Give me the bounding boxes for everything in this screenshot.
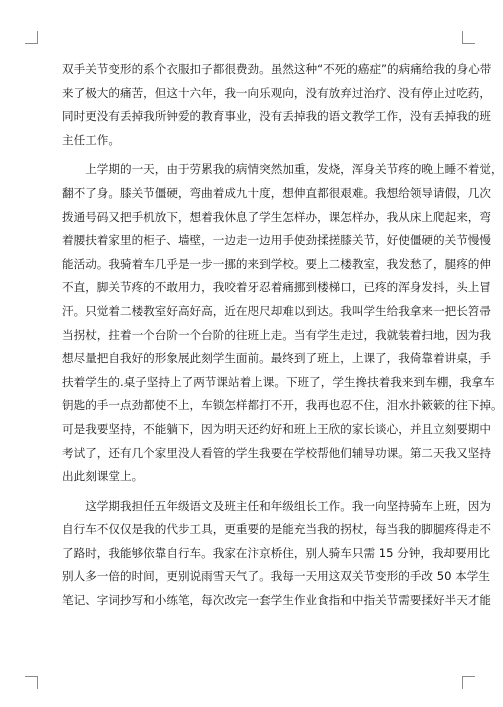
text-line: 想尽量把自我好的形象展此刻学生面前。最终到了班上，上课了，我倚靠着讲桌，手 (62, 351, 491, 366)
text-line: 可是我要坚持，不能躺下，因为明天还约好和班上王欣的家长谈心，并且立刻要期中 (62, 421, 491, 436)
text-line: 扶着学生的.桌子坚持上了两节课站着上课。下班了，学生搀扶着我来到车棚，我拿车 (62, 374, 495, 389)
text-line: 拨通号码又把手机放下，想着我休息了学生怎样办，课怎样办，我从床上爬起来，弯 (62, 209, 491, 224)
paragraph (62, 158, 503, 488)
text-line: 能活动。我骑着车几乎是一步一挪的来到学校。要上二楼教室，我发愁了，腿疼的伸 (62, 256, 491, 271)
text-line: 考试了，还有几个家里没人看管的学生我要在学校帮他们辅导功课。第二天我又坚持 (62, 445, 491, 460)
text-line: 主任工作。 (62, 132, 120, 147)
crop-mark-bottom-left (25, 676, 38, 689)
text-line: 别人多一倍的时间，更别说雨雪天气了。我每一天用这双关节变形的手改 50 本学生 (62, 569, 490, 584)
paragraph (62, 495, 491, 613)
text-line: 这学期我担任五年级语文及班主任和年级组长工作。我一向坚持骑车上班，因为 (85, 498, 491, 513)
crop-mark-top-left (25, 31, 38, 44)
text-line: 钥匙的手一点劲都使不上，车锁怎样都打不开，我再也忍不住，泪水扑簌簌的往下掉。 (62, 398, 503, 413)
text-line: 同时更没有丢掉我所钟爱的教育事业，没有丢掉我的语文教学工作，没有丢掉我的班 (62, 109, 491, 124)
paragraph (62, 58, 492, 152)
text-line: 了路时，我能够依靠自行车。我家在汴京桥住，别人骑车只需 15 分钟，我却要用比 (62, 545, 490, 560)
text-line: 自行车不仅仅是我的代步工具，更重要的是能充当我的拐杖，每当我的脚腿疼得走不 (62, 522, 491, 537)
text-line: 不直，脚关节疼的不敢用力，我咬着牙忍着痛挪到楼梯口，已疼的浑身发抖，头上冒 (62, 280, 491, 295)
text-line: 笔记、字词抄写和小练笔，每次改完一套学生作业食指和中指关节需要揉好半天才能 (62, 593, 491, 608)
text-line: 来了极大的痛苦，但这十六年，我一向乐观向，没有放弃过治疗、没有停止过吃药， (62, 85, 491, 100)
text-line: 双手关节变形的系个衣服扣子都很费劲。虽然这种“不死的癌症”的病痛给我的身心带 (62, 62, 492, 76)
text-line: 出此刻课堂上。 (62, 469, 144, 484)
text-line: 着腰扶着家里的柜子、墙壁，一边走一边用手使劲揉搓膝关节，好使僵硬的关节慢慢 (62, 233, 491, 248)
crop-mark-top-right (462, 31, 475, 44)
crop-mark-bottom-right (462, 676, 475, 689)
text-line: 上学期的一天，由于劳累我的病情突然加重，发烧，浑身关节疼的晚上睡不着觉， (85, 162, 503, 177)
text-line: 当拐杖，拄着一个台阶一个台阶的往班上走。当有学生走过，我就装着扫地，因为我 (62, 327, 491, 342)
document-body (62, 58, 503, 619)
text-line: 翻不了身。膝关节僵硬，弯曲着成九十度，想伸直都很艰难。我想给领导请假，几次 (62, 185, 491, 200)
text-line: 汗。只觉着二楼教室好高好高，近在咫尺却难以到达。我叫学生给我拿来一把长笤帚 (62, 303, 491, 318)
